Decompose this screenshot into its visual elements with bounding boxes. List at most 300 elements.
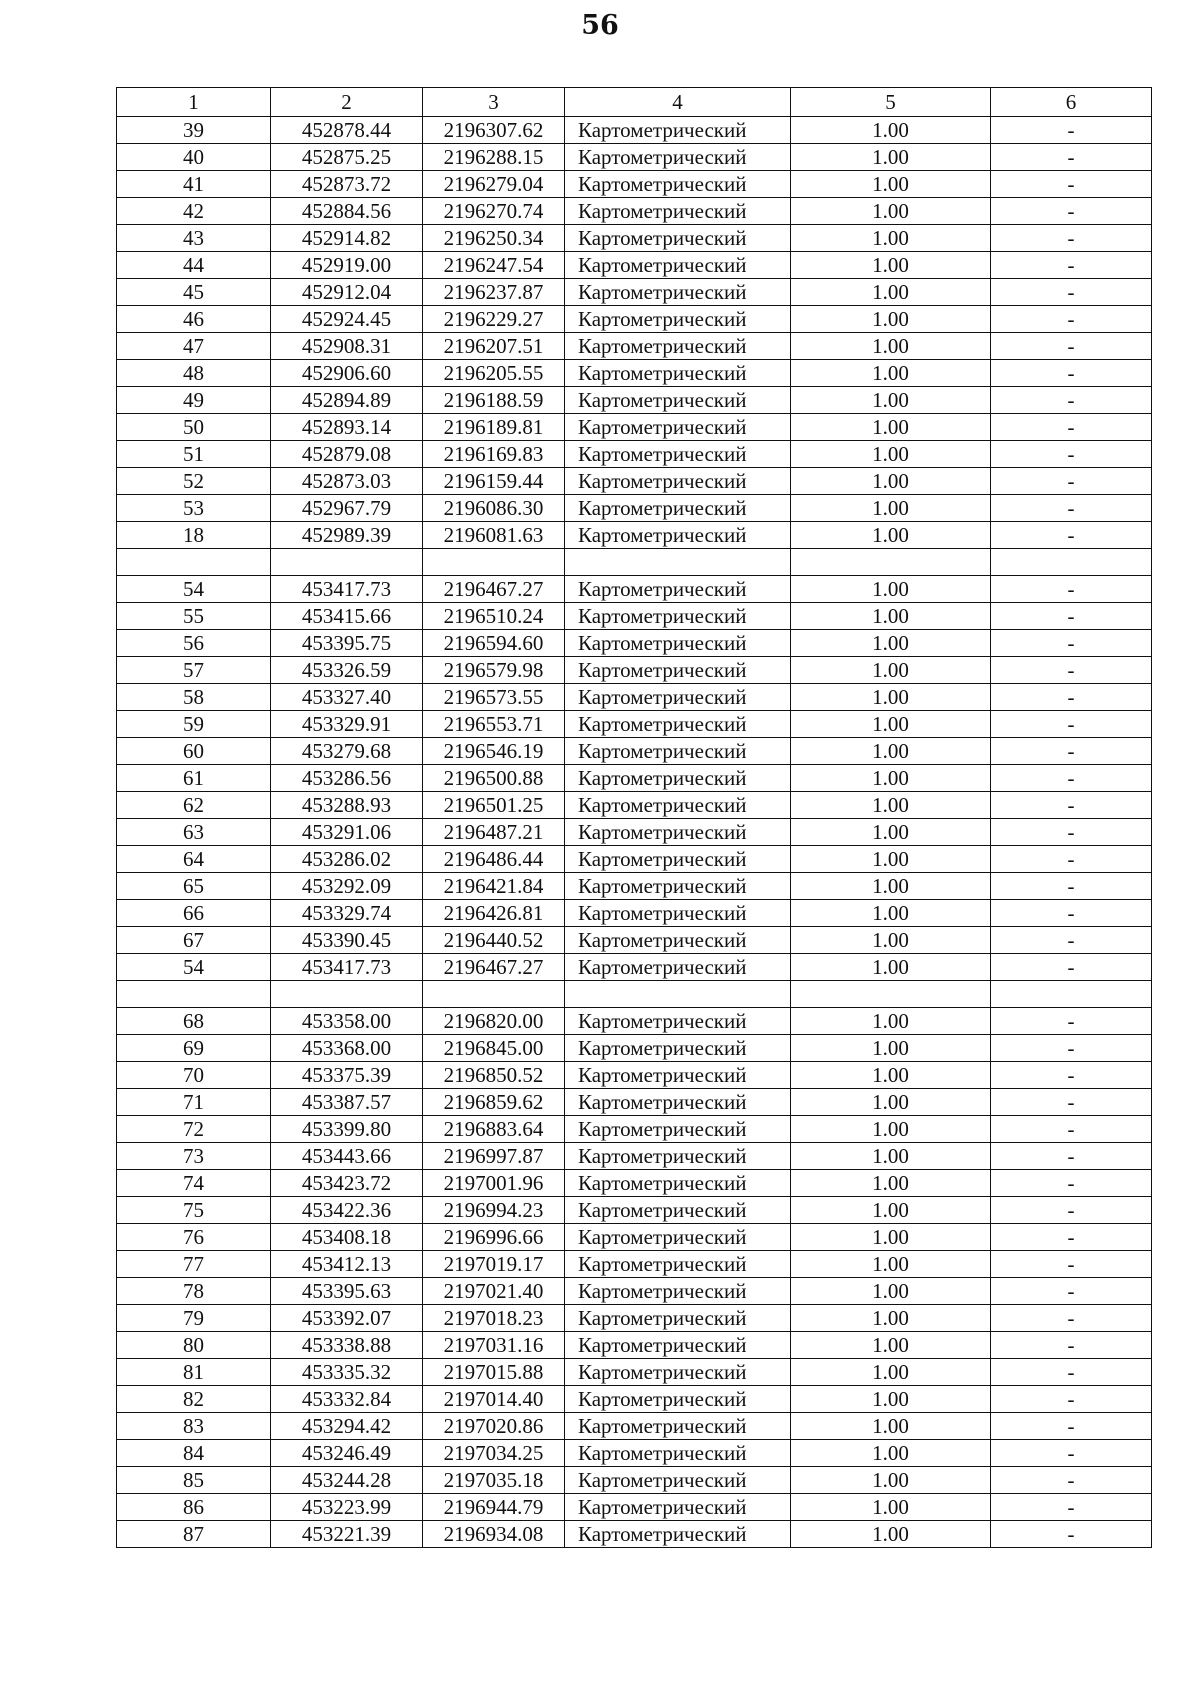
point-number-cell: 63 [117, 819, 271, 846]
method-cell: Картометрический [565, 468, 791, 495]
description-cell: - [991, 1035, 1152, 1062]
method-cell: Картометрический [565, 1467, 791, 1494]
table-header-row [117, 88, 1152, 117]
method-cell: Картометрический [565, 306, 791, 333]
x-coordinate-cell: 452908.31 [271, 333, 423, 360]
point-number-cell: 58 [117, 684, 271, 711]
description-cell: - [991, 1332, 1152, 1359]
y-coordinate-cell: 2196573.55 [423, 684, 565, 711]
description-cell: - [991, 873, 1152, 900]
x-coordinate-cell: 453417.73 [271, 954, 423, 981]
method-cell: Картометрический [565, 252, 791, 279]
description-cell: - [991, 387, 1152, 414]
method-cell: Картометрический [565, 279, 791, 306]
accuracy-cell: 1.00 [791, 873, 991, 900]
x-coordinate-cell: 453327.40 [271, 684, 423, 711]
x-coordinate-cell: 452879.08 [271, 441, 423, 468]
method-cell [565, 549, 791, 576]
x-coordinate-cell: 452873.03 [271, 468, 423, 495]
accuracy-cell: 1.00 [791, 1251, 991, 1278]
x-coordinate-cell: 453368.00 [271, 1035, 423, 1062]
table-row [117, 1197, 1152, 1224]
accuracy-cell: 1.00 [791, 1170, 991, 1197]
x-coordinate-cell: 453408.18 [271, 1224, 423, 1251]
x-coordinate-cell: 453286.56 [271, 765, 423, 792]
accuracy-cell: 1.00 [791, 1413, 991, 1440]
y-coordinate-cell: 2196553.71 [423, 711, 565, 738]
point-number-cell: 70 [117, 1062, 271, 1089]
description-cell: - [991, 252, 1152, 279]
method-cell: Картометрический [565, 846, 791, 873]
table-row [117, 171, 1152, 198]
y-coordinate-cell: 2196270.74 [423, 198, 565, 225]
table-row [117, 873, 1152, 900]
point-number-cell: 47 [117, 333, 271, 360]
accuracy-cell: 1.00 [791, 225, 991, 252]
y-coordinate-cell: 2196237.87 [423, 279, 565, 306]
method-cell: Картометрический [565, 927, 791, 954]
accuracy-cell: 1.00 [791, 468, 991, 495]
method-cell: Картометрический [565, 1062, 791, 1089]
description-cell: - [991, 738, 1152, 765]
accuracy-cell: 1.00 [791, 306, 991, 333]
point-number-cell: 71 [117, 1089, 271, 1116]
method-cell: Картометрический [565, 1386, 791, 1413]
point-number-cell: 54 [117, 576, 271, 603]
y-coordinate-cell [423, 981, 565, 1008]
x-coordinate-cell: 452875.25 [271, 144, 423, 171]
table-row [117, 1062, 1152, 1089]
method-cell: Картометрический [565, 738, 791, 765]
point-number-cell: 68 [117, 1008, 271, 1035]
description-cell: - [991, 1494, 1152, 1521]
y-coordinate-cell: 2197034.25 [423, 1440, 565, 1467]
method-cell: Картометрический [565, 1224, 791, 1251]
description-cell: - [991, 1143, 1152, 1170]
method-cell: Картометрический [565, 1332, 791, 1359]
table-row [117, 603, 1152, 630]
point-number-cell: 46 [117, 306, 271, 333]
accuracy-cell: 1.00 [791, 711, 991, 738]
description-cell: - [991, 1089, 1152, 1116]
y-coordinate-cell: 2196229.27 [423, 306, 565, 333]
table-row [117, 468, 1152, 495]
y-coordinate-cell: 2196594.60 [423, 630, 565, 657]
x-coordinate-cell: 452924.45 [271, 306, 423, 333]
x-coordinate-cell: 453387.57 [271, 1089, 423, 1116]
description-cell: - [991, 1197, 1152, 1224]
description-cell: - [991, 333, 1152, 360]
description-cell: - [991, 792, 1152, 819]
description-cell: - [991, 225, 1152, 252]
point-number-cell: 53 [117, 495, 271, 522]
method-cell: Картометрический [565, 657, 791, 684]
method-cell: Картометрический [565, 1116, 791, 1143]
table-row [117, 954, 1152, 981]
point-number-cell: 61 [117, 765, 271, 792]
description-cell: - [991, 1359, 1152, 1386]
table-row [117, 1089, 1152, 1116]
table-row [117, 144, 1152, 171]
y-coordinate-cell: 2197015.88 [423, 1359, 565, 1386]
y-coordinate-cell: 2196307.62 [423, 117, 565, 144]
x-coordinate-cell: 452989.39 [271, 522, 423, 549]
accuracy-cell: 1.00 [791, 117, 991, 144]
column-header: 4 [565, 88, 791, 117]
y-coordinate-cell: 2196996.66 [423, 1224, 565, 1251]
accuracy-cell: 1.00 [791, 1089, 991, 1116]
point-number-cell: 74 [117, 1170, 271, 1197]
point-number-cell: 44 [117, 252, 271, 279]
table-row [117, 1251, 1152, 1278]
table-row [117, 819, 1152, 846]
description-cell [991, 549, 1152, 576]
y-coordinate-cell: 2197035.18 [423, 1467, 565, 1494]
description-cell: - [991, 900, 1152, 927]
x-coordinate-cell: 453395.75 [271, 630, 423, 657]
table-row [117, 1305, 1152, 1332]
point-number-cell: 43 [117, 225, 271, 252]
accuracy-cell: 1.00 [791, 1062, 991, 1089]
accuracy-cell: 1.00 [791, 1008, 991, 1035]
description-cell: - [991, 279, 1152, 306]
x-coordinate-cell: 452919.00 [271, 252, 423, 279]
accuracy-cell: 1.00 [791, 495, 991, 522]
method-cell: Картометрический [565, 360, 791, 387]
y-coordinate-cell: 2196994.23 [423, 1197, 565, 1224]
method-cell: Картометрический [565, 954, 791, 981]
description-cell: - [991, 1170, 1152, 1197]
table-separator-row [117, 981, 1152, 1008]
method-cell: Картометрический [565, 1170, 791, 1197]
table-row [117, 1116, 1152, 1143]
description-cell: - [991, 1062, 1152, 1089]
y-coordinate-cell: 2196467.27 [423, 954, 565, 981]
point-number-cell: 51 [117, 441, 271, 468]
method-cell: Картометрический [565, 1521, 791, 1548]
method-cell: Картометрический [565, 495, 791, 522]
accuracy-cell: 1.00 [791, 738, 991, 765]
description-cell: - [991, 414, 1152, 441]
x-coordinate-cell: 452894.89 [271, 387, 423, 414]
x-coordinate-cell: 453291.06 [271, 819, 423, 846]
method-cell: Картометрический [565, 900, 791, 927]
description-cell: - [991, 1440, 1152, 1467]
description-cell: - [991, 1413, 1152, 1440]
x-coordinate-cell: 452873.72 [271, 171, 423, 198]
description-cell: - [991, 1521, 1152, 1548]
y-coordinate-cell: 2197014.40 [423, 1386, 565, 1413]
x-coordinate-cell: 453412.13 [271, 1251, 423, 1278]
accuracy-cell: 1.00 [791, 1197, 991, 1224]
method-cell: Картометрический [565, 144, 791, 171]
description-cell: - [991, 819, 1152, 846]
point-number-cell: 84 [117, 1440, 271, 1467]
accuracy-cell: 1.00 [791, 441, 991, 468]
column-header: 2 [271, 88, 423, 117]
x-coordinate-cell: 453244.28 [271, 1467, 423, 1494]
method-cell: Картометрический [565, 1197, 791, 1224]
method-cell: Картометрический [565, 117, 791, 144]
x-coordinate-cell: 453375.39 [271, 1062, 423, 1089]
x-coordinate-cell: 453221.39 [271, 1521, 423, 1548]
table-row [117, 630, 1152, 657]
point-number-cell: 49 [117, 387, 271, 414]
y-coordinate-cell: 2196247.54 [423, 252, 565, 279]
point-number-cell: 81 [117, 1359, 271, 1386]
table-row [117, 495, 1152, 522]
accuracy-cell: 1.00 [791, 927, 991, 954]
description-cell [991, 981, 1152, 1008]
y-coordinate-cell: 2196440.52 [423, 927, 565, 954]
method-cell: Картометрический [565, 711, 791, 738]
method-cell: Картометрический [565, 171, 791, 198]
method-cell: Картометрический [565, 630, 791, 657]
x-coordinate-cell: 453415.66 [271, 603, 423, 630]
method-cell: Картометрический [565, 414, 791, 441]
point-number-cell: 78 [117, 1278, 271, 1305]
description-cell: - [991, 684, 1152, 711]
method-cell: Картометрический [565, 603, 791, 630]
x-coordinate-cell: 453223.99 [271, 1494, 423, 1521]
description-cell: - [991, 468, 1152, 495]
accuracy-cell: 1.00 [791, 630, 991, 657]
description-cell: - [991, 1467, 1152, 1494]
x-coordinate-cell: 453422.36 [271, 1197, 423, 1224]
point-number-cell: 79 [117, 1305, 271, 1332]
y-coordinate-cell: 2196845.00 [423, 1035, 565, 1062]
point-number-cell: 40 [117, 144, 271, 171]
point-number-cell: 76 [117, 1224, 271, 1251]
method-cell: Картометрический [565, 765, 791, 792]
table-row [117, 333, 1152, 360]
y-coordinate-cell: 2196997.87 [423, 1143, 565, 1170]
column-header: 1 [117, 88, 271, 117]
accuracy-cell: 1.00 [791, 279, 991, 306]
accuracy-cell: 1.00 [791, 846, 991, 873]
x-coordinate-cell: 453423.72 [271, 1170, 423, 1197]
point-number-cell: 64 [117, 846, 271, 873]
x-coordinate-cell: 453326.59 [271, 657, 423, 684]
table-row [117, 738, 1152, 765]
point-number-cell: 18 [117, 522, 271, 549]
table-row [117, 576, 1152, 603]
table-row [117, 900, 1152, 927]
description-cell: - [991, 576, 1152, 603]
accuracy-cell: 1.00 [791, 171, 991, 198]
accuracy-cell: 1.00 [791, 1278, 991, 1305]
table-row [117, 1143, 1152, 1170]
accuracy-cell: 1.00 [791, 1035, 991, 1062]
description-cell: - [991, 630, 1152, 657]
table-row [117, 1467, 1152, 1494]
table-row [117, 117, 1152, 144]
x-coordinate-cell: 452893.14 [271, 414, 423, 441]
description-cell: - [991, 495, 1152, 522]
table-row [117, 414, 1152, 441]
point-number-cell: 65 [117, 873, 271, 900]
point-number-cell: 60 [117, 738, 271, 765]
description-cell: - [991, 1278, 1152, 1305]
method-cell: Картометрический [565, 819, 791, 846]
description-cell: - [991, 765, 1152, 792]
description-cell: - [991, 144, 1152, 171]
accuracy-cell: 1.00 [791, 252, 991, 279]
y-coordinate-cell: 2196579.98 [423, 657, 565, 684]
description-cell: - [991, 441, 1152, 468]
accuracy-cell [791, 549, 991, 576]
table-row [117, 225, 1152, 252]
method-cell: Картометрический [565, 225, 791, 252]
point-number-cell: 41 [117, 171, 271, 198]
point-number-cell: 45 [117, 279, 271, 306]
method-cell: Картометрический [565, 198, 791, 225]
y-coordinate-cell: 2197021.40 [423, 1278, 565, 1305]
point-number-cell: 83 [117, 1413, 271, 1440]
y-coordinate-cell: 2196486.44 [423, 846, 565, 873]
point-number-cell: 82 [117, 1386, 271, 1413]
x-coordinate-cell [271, 549, 423, 576]
method-cell: Картометрический [565, 684, 791, 711]
accuracy-cell: 1.00 [791, 198, 991, 225]
x-coordinate-cell: 453329.74 [271, 900, 423, 927]
y-coordinate-cell: 2196883.64 [423, 1116, 565, 1143]
accuracy-cell: 1.00 [791, 333, 991, 360]
table-row [117, 765, 1152, 792]
y-coordinate-cell: 2196546.19 [423, 738, 565, 765]
table-row [117, 441, 1152, 468]
y-coordinate-cell: 2196934.08 [423, 1521, 565, 1548]
accuracy-cell: 1.00 [791, 603, 991, 630]
y-coordinate-cell: 2196421.84 [423, 873, 565, 900]
method-cell: Картометрический [565, 1413, 791, 1440]
x-coordinate-cell: 452914.82 [271, 225, 423, 252]
y-coordinate-cell: 2196081.63 [423, 522, 565, 549]
x-coordinate-cell: 452878.44 [271, 117, 423, 144]
accuracy-cell: 1.00 [791, 1521, 991, 1548]
table-row [117, 279, 1152, 306]
x-coordinate-cell [271, 981, 423, 1008]
method-cell: Картометрический [565, 1143, 791, 1170]
x-coordinate-cell: 453292.09 [271, 873, 423, 900]
accuracy-cell: 1.00 [791, 414, 991, 441]
accuracy-cell: 1.00 [791, 1224, 991, 1251]
table-row [117, 1224, 1152, 1251]
y-coordinate-cell: 2196820.00 [423, 1008, 565, 1035]
method-cell: Картометрический [565, 1494, 791, 1521]
y-coordinate-cell: 2196859.62 [423, 1089, 565, 1116]
point-number-cell: 62 [117, 792, 271, 819]
y-coordinate-cell: 2196501.25 [423, 792, 565, 819]
table-row [117, 1413, 1152, 1440]
description-cell: - [991, 198, 1152, 225]
y-coordinate-cell: 2197031.16 [423, 1332, 565, 1359]
page-number: 56 [581, 10, 619, 41]
y-coordinate-cell: 2196850.52 [423, 1062, 565, 1089]
point-number-cell: 77 [117, 1251, 271, 1278]
y-coordinate-cell: 2196426.81 [423, 900, 565, 927]
accuracy-cell: 1.00 [791, 1305, 991, 1332]
point-number-cell: 73 [117, 1143, 271, 1170]
y-coordinate-cell: 2196288.15 [423, 144, 565, 171]
point-number-cell [117, 981, 271, 1008]
x-coordinate-cell: 453358.00 [271, 1008, 423, 1035]
table-row [117, 846, 1152, 873]
description-cell: - [991, 1251, 1152, 1278]
method-cell: Картометрический [565, 441, 791, 468]
method-cell: Картометрический [565, 1008, 791, 1035]
table-row [117, 1278, 1152, 1305]
y-coordinate-cell: 2196189.81 [423, 414, 565, 441]
point-number-cell: 69 [117, 1035, 271, 1062]
table-row [117, 1332, 1152, 1359]
coordinates-table [116, 87, 1152, 1548]
accuracy-cell: 1.00 [791, 1332, 991, 1359]
accuracy-cell: 1.00 [791, 1359, 991, 1386]
description-cell: - [991, 954, 1152, 981]
method-cell: Картометрический [565, 1359, 791, 1386]
x-coordinate-cell: 452912.04 [271, 279, 423, 306]
accuracy-cell: 1.00 [791, 1494, 991, 1521]
table-row [117, 198, 1152, 225]
x-coordinate-cell: 453286.02 [271, 846, 423, 873]
x-coordinate-cell: 453390.45 [271, 927, 423, 954]
point-number-cell: 57 [117, 657, 271, 684]
accuracy-cell: 1.00 [791, 1386, 991, 1413]
description-cell: - [991, 927, 1152, 954]
point-number-cell: 85 [117, 1467, 271, 1494]
table-row [117, 360, 1152, 387]
accuracy-cell: 1.00 [791, 144, 991, 171]
accuracy-cell: 1.00 [791, 1116, 991, 1143]
y-coordinate-cell: 2196500.88 [423, 765, 565, 792]
y-coordinate-cell [423, 549, 565, 576]
description-cell: - [991, 603, 1152, 630]
x-coordinate-cell: 453335.32 [271, 1359, 423, 1386]
method-cell: Картометрический [565, 1440, 791, 1467]
table-row [117, 1386, 1152, 1413]
point-number-cell: 67 [117, 927, 271, 954]
point-number-cell: 54 [117, 954, 271, 981]
method-cell: Картометрический [565, 873, 791, 900]
y-coordinate-cell: 2196510.24 [423, 603, 565, 630]
column-header: 6 [991, 88, 1152, 117]
description-cell: - [991, 1305, 1152, 1332]
x-coordinate-cell: 453288.93 [271, 792, 423, 819]
accuracy-cell: 1.00 [791, 387, 991, 414]
description-cell: - [991, 1116, 1152, 1143]
table-row [117, 522, 1152, 549]
description-cell: - [991, 522, 1152, 549]
column-header: 3 [423, 88, 565, 117]
point-number-cell: 52 [117, 468, 271, 495]
y-coordinate-cell: 2196279.04 [423, 171, 565, 198]
table-body [117, 88, 1152, 1548]
accuracy-cell: 1.00 [791, 684, 991, 711]
x-coordinate-cell: 453443.66 [271, 1143, 423, 1170]
description-cell: - [991, 1008, 1152, 1035]
table-row [117, 684, 1152, 711]
y-coordinate-cell: 2196205.55 [423, 360, 565, 387]
table-row [117, 1440, 1152, 1467]
accuracy-cell: 1.00 [791, 1440, 991, 1467]
point-number-cell: 48 [117, 360, 271, 387]
description-cell: - [991, 117, 1152, 144]
y-coordinate-cell: 2197018.23 [423, 1305, 565, 1332]
accuracy-cell: 1.00 [791, 819, 991, 846]
method-cell: Картометрический [565, 792, 791, 819]
x-coordinate-cell: 453395.63 [271, 1278, 423, 1305]
